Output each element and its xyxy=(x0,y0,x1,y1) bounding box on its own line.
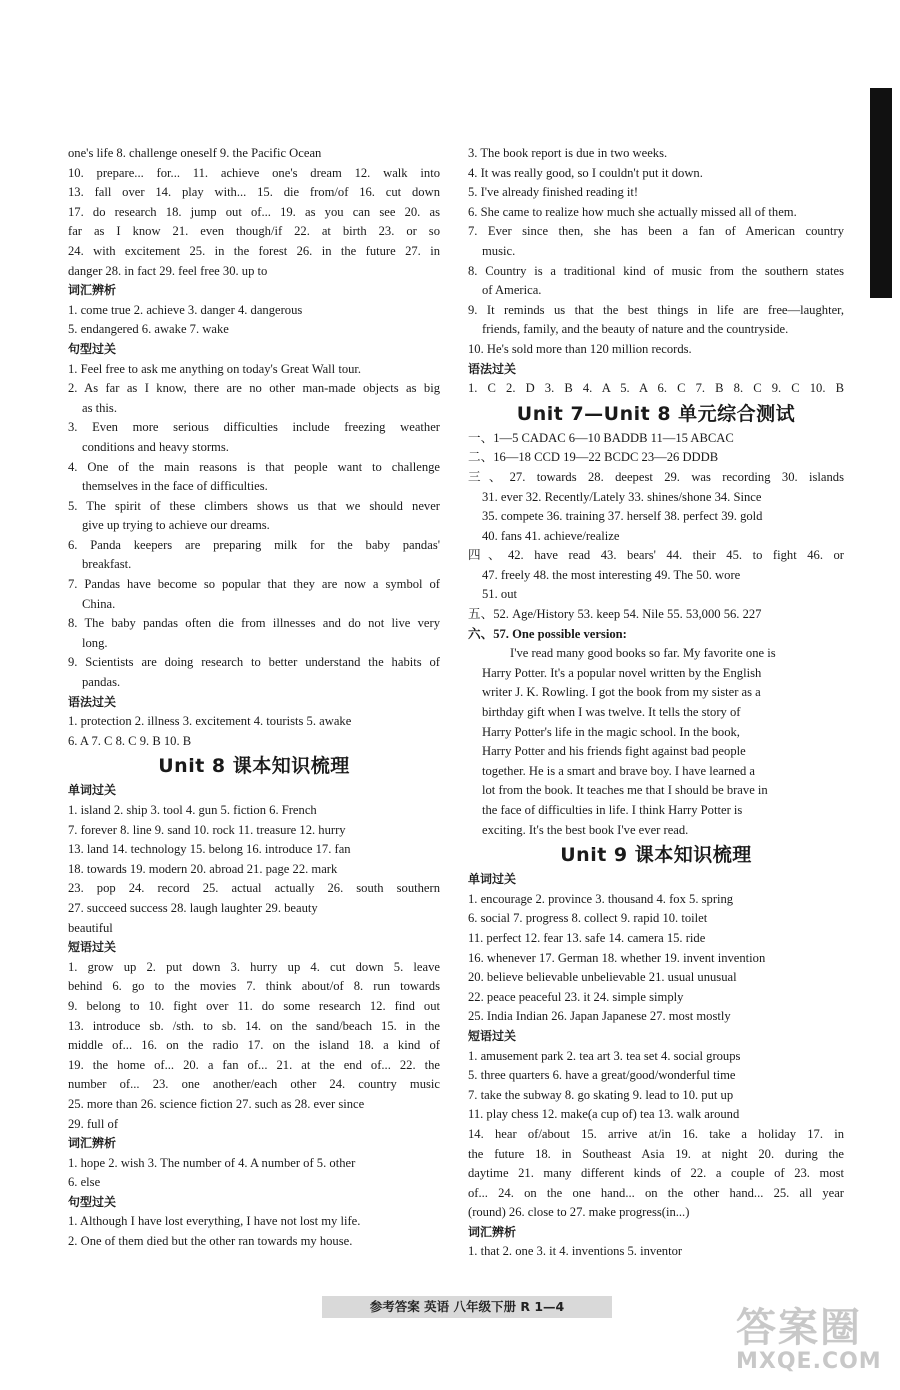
answer-line-continued: themselves in the face of difficulties. xyxy=(82,479,268,494)
answer-line: 11. play chess 12. make(a cup of) tea 13. walk around xyxy=(468,1107,740,1122)
answer-line: 五、52. Age/History 53. keep 54. Nile 55. 53,000 56. 227 xyxy=(468,607,762,622)
answer-line: 5. I've already finished reading it! xyxy=(468,185,639,200)
answer-line: 6. A 7. C 8. C 9. B 10. B xyxy=(68,733,192,748)
answer-line: 9. belong to 10. fight over 11. do some research 12. find out xyxy=(68,998,440,1013)
section-heading: 词汇辨析 xyxy=(68,283,117,298)
answer-line: 13. land 14. technology 15. belong 16. introduce 17. fan xyxy=(68,842,351,857)
answer-line-continued: Harry Potter and his friends fight against bad people xyxy=(482,744,746,759)
answer-line-continued: friends, family, and the beauty of nature and the countryside. xyxy=(482,322,789,337)
answer-line: 7. Ever since then, she has been a fan of American country xyxy=(468,224,844,239)
answer-line: danger 28. in fact 29. feel free 30. up to xyxy=(68,263,268,278)
answer-line-continued: China. xyxy=(82,596,116,611)
answer-line: behind 6. go to the movies 7. think about/of 8. run towards xyxy=(68,979,440,994)
unit-title: Unit 9 课本知识梳理 xyxy=(560,844,752,867)
answer-line: 3. The book report is due in two weeks. xyxy=(468,146,668,160)
answer-line: 11. perfect 12. fear 13. safe 14. camera 15. ride xyxy=(468,930,706,945)
answer-line-continued: exciting. It's the best book I've ever read. xyxy=(482,822,689,837)
answer-line: of... 24. on the one hand... on the other hand... 25. all year xyxy=(468,1185,844,1200)
section-heading: 短语过关 xyxy=(468,1028,517,1043)
answer-line: 22. peace peaceful 23. it 24. simple simply xyxy=(468,989,684,1004)
answer-line: 一、1—5 CADAC 6—10 BADDB 11—15 ABCAC xyxy=(468,430,734,445)
answer-line: 8. The baby pandas often die from illnesses and do not live very xyxy=(68,616,440,631)
answer-line: 9. Scientists are doing research to better understand the habits of xyxy=(68,655,440,670)
section-heading: 语法过关 xyxy=(68,694,117,709)
answer-line: 18. towards 19. modern 20. abroad 21. page 22. mark xyxy=(68,861,338,876)
answer-line: 1. come true 2. achieve 3. danger 4. dangerous xyxy=(68,302,303,317)
answer-line: 1. C 2. D 3. B 4. A 5. A 6. C 7. B 8. C 9. C 10. B xyxy=(468,381,844,396)
answer-line: number of... 23. one another/each other 24. country music xyxy=(68,1077,440,1092)
answer-line: 1. island 2. ship 3. tool 4. gun 5. fiction 6. French xyxy=(68,803,317,817)
section-heading: 句型过关 xyxy=(68,1194,117,1209)
answer-line: 10. He's sold more than 120 million records. xyxy=(468,341,692,356)
answer-line: 14. hear of/about 15. arrive at/in 16. take a holiday 17. in xyxy=(468,1126,844,1141)
answer-line-continued: conditions and heavy storms. xyxy=(82,439,229,454)
answer-line: 1. Although I have lost everything, I have not lost my life. xyxy=(68,1214,361,1229)
answer-line: 6. Panda keepers are preparing milk for the baby pandas' xyxy=(68,537,440,552)
answer-line: 29. full of xyxy=(68,1116,119,1131)
answer-line: 2. As far as I know, there are no other man-made objects as big xyxy=(68,381,440,396)
answer-line-continued: writer J. K. Rowling. I got the book from my sister as a xyxy=(482,685,761,700)
answer-line: 13. introduce sb. /sth. to sb. 14. on the sand/beach 15. in the xyxy=(68,1018,440,1033)
answer-line: 9. It reminds us that the best things in life are free—laughter, xyxy=(468,302,844,317)
answer-line-continued: 35. compete 36. training 37. herself 38. perfect 39. gold xyxy=(482,509,763,524)
answer-line: 1. grow up 2. put down 3. hurry up 4. cut down 5. leave xyxy=(68,959,440,974)
answer-line-continued: 31. ever 32. Recently/Lately 33. shines/shone 34. Since xyxy=(482,489,762,504)
answer-line-continued: the face of difficulties in life. I think Harry Potter is xyxy=(482,803,743,817)
answer-line-continued: Harry Potter's life in the magic school. In the book, xyxy=(482,724,740,739)
answer-line: 13. fall over 14. play with... 15. die from/of 16. cut down xyxy=(68,185,440,200)
answer-line: far as I know 21. even though/if 22. at birth 23. or so xyxy=(68,224,440,239)
answer-line: 10. prepare... for... 11. achieve one's dream 12. walk into xyxy=(68,165,440,180)
answer-line: 5. The spirit of these climbers shows us that we should never xyxy=(68,498,440,513)
answer-line: 25. more than 26. science fiction 27. such as 28. ever since xyxy=(68,1096,365,1111)
answer-line: 4. One of the main reasons is that people want to challenge xyxy=(68,459,440,474)
essay-line: I've read many good books so far. My favorite one is xyxy=(510,646,776,661)
answer-line: (round) 26. close to 27. make progress(in...) xyxy=(468,1205,690,1220)
answer-line-continued: breakfast. xyxy=(82,557,132,572)
answer-line: 1. encourage 2. province 3. thousand 4. fox 5. spring xyxy=(468,891,734,906)
answer-line: 3. Even more serious difficulties include freezing weather xyxy=(68,420,440,435)
answer-line-continued: music. xyxy=(482,243,516,258)
answer-line: 5. three quarters 6. have a great/good/wonderful time xyxy=(468,1068,736,1083)
answer-line: one's life 8. challenge oneself 9. the Pacific Ocean xyxy=(68,146,322,160)
answer-line: 17. do research 18. jump out of... 19. as you can see 20. as xyxy=(68,204,440,219)
answer-line-continued: 40. fans 41. achieve/realize xyxy=(482,528,620,543)
page-footer: 参考答案 英语 八年级下册 R 1—4 xyxy=(322,1296,612,1318)
left-answer-column xyxy=(68,144,440,1252)
margin-black-bar xyxy=(870,88,892,298)
unit-title: Unit 8 课本知识梳理 xyxy=(158,755,350,778)
section-heading: 语法过关 xyxy=(468,361,517,376)
answer-line: 24. with excitement 25. in the forest 26. in the future 27. in xyxy=(68,243,440,258)
answer-line-continued: long. xyxy=(82,635,108,650)
answer-line-continued: of America. xyxy=(482,283,542,298)
answer-line: 6. social 7. progress 8. collect 9. rapid 10. toilet xyxy=(468,911,708,926)
watermark-logo xyxy=(736,1306,896,1386)
answer-line: 1. protection 2. illness 3. excitement 4. tourists 5. awake xyxy=(68,714,352,729)
answer-line-continued: birthday gift when I was twelve. It tells the story of xyxy=(482,705,741,720)
answer-line: 二、16—18 CCD 19—22 BCDC 23—26 DDDB xyxy=(468,450,719,465)
answer-line: 1. that 2. one 3. it 4. inventions 5. inventor xyxy=(468,1244,683,1259)
answer-line: 19. the home of... 20. a fan of... 21. at the end of... 22. the xyxy=(68,1057,440,1072)
answer-line: 7. forever 8. line 9. sand 10. rock 11. treasure 12. hurry xyxy=(68,822,346,837)
answer-line: 三、27. towards 28. deepest 29. was recording 30. islands xyxy=(468,469,844,484)
answer-line: the future 18. in Southeast Asia 19. at night 20. during the xyxy=(468,1146,844,1161)
answer-line-continued: give up trying to achieve our dreams. xyxy=(82,518,270,533)
answer-line: daytime 21. many different kinds of 22. a couple of 23. most xyxy=(468,1166,844,1181)
answer-line-continued: pandas. xyxy=(82,675,121,690)
watermark-url-text: MXQE.COM xyxy=(736,1349,882,1374)
section-heading: 词汇辨析 xyxy=(468,1224,517,1239)
section-heading: 单词过关 xyxy=(468,872,517,887)
answer-line: beautiful xyxy=(68,920,113,935)
right-answer-column xyxy=(468,144,844,1262)
answer-line: 16. whenever 17. German 18. whether 19. invent invention xyxy=(468,950,766,965)
answer-line: 23. pop 24. record 25. actual actually 26. south southern xyxy=(68,881,440,896)
answer-line: 1. Feel free to ask me anything on today's Great Wall tour. xyxy=(68,361,362,376)
section-heading: 单词过关 xyxy=(68,783,117,798)
answer-line: 四、42. have read 43. bears' 44. their 45. to fight 46. or xyxy=(468,548,844,563)
answer-line: 5. endangered 6. awake 7. wake xyxy=(68,322,229,337)
answer-line: 25. India Indian 26. Japan Japanese 27. most mostly xyxy=(468,1009,731,1024)
answer-line-continued: Harry Potter. It's a popular novel written by the English xyxy=(482,665,762,680)
unit-title: Unit 7—Unit 8 单元综合测试 xyxy=(516,402,796,425)
answer-line: middle of... 16. on the radio 17. on the island 18. a kind of xyxy=(68,1038,440,1053)
answer-line: 27. succeed success 28. laugh laughter 29. beauty xyxy=(68,900,318,915)
answer-line: 7. Pandas have become so popular that they are now a symbol of xyxy=(68,577,440,592)
watermark-main-text: 答案圈 xyxy=(736,1305,862,1351)
answer-line-continued: 51. out xyxy=(482,587,517,602)
answer-line-continued: together. He is a smart and brave boy. I have learned a xyxy=(482,763,755,778)
answer-line: 1. hope 2. wish 3. The number of 4. A number of 5. other xyxy=(68,1155,356,1170)
answer-line: 2. One of them died but the other ran towards my house. xyxy=(68,1234,353,1249)
answer-line: 6. else xyxy=(68,1175,101,1190)
answer-line: 1. amusement park 2. tea art 3. tea set 4. social groups xyxy=(468,1048,741,1063)
section-heading: 词汇辨析 xyxy=(68,1136,117,1151)
section-heading: 句型过关 xyxy=(68,341,117,356)
section-answer-heading: 六、57. One possible version: xyxy=(468,626,627,641)
section-heading: 短语过关 xyxy=(68,940,117,955)
answer-line-continued: 47. freely 48. the most interesting 49. The 50. wore xyxy=(482,567,741,582)
answer-line: 6. She came to realize how much she actually missed all of them. xyxy=(468,204,797,219)
answer-line: 4. It was really good, so I couldn't put it down. xyxy=(468,165,703,180)
answer-line: 7. take the subway 8. go skating 9. lead to 10. put up xyxy=(468,1087,734,1102)
answer-line-continued: as this. xyxy=(82,400,117,415)
answer-line: 8. Country is a traditional kind of music from the southern states xyxy=(468,263,844,278)
answer-line-continued: lot from the book. It teaches me that I should be brave in xyxy=(482,783,768,798)
answer-line: 20. believe believable unbelievable 21. usual unusual xyxy=(468,970,737,985)
